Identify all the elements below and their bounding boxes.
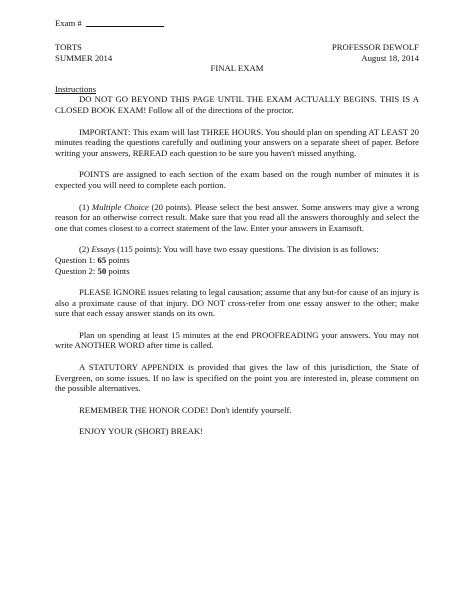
page-content <box>55 18 419 437</box>
honor-code-paragraph: REMEMBER THE HONOR CODE! Don't identify yourself. <box>79 404 292 415</box>
professor-name: PROFESSOR DEWOLF <box>331 42 419 52</box>
question-1-suffix: points <box>106 254 130 265</box>
multiple-choice-paragraph <box>55 202 419 234</box>
mc-prefix: (1) <box>79 201 92 212</box>
question-2-line <box>55 266 419 277</box>
exam-number-blank <box>86 18 164 27</box>
question-2-label: Question 2: <box>55 265 98 276</box>
appendix-paragraph: A STATUTORY APPENDIX is provided that gives the law of this jurisdiction, the State of Evergreen, on some issues. If no law is specified on the point you are interested in, please comment on the possible alternatives. <box>55 362 419 394</box>
mc-label: Multiple Choice <box>91 201 149 212</box>
exam-term: SUMMER 2014 <box>55 52 113 63</box>
question-1-label: Question 1: <box>55 254 98 265</box>
question-2-points: 50 <box>97 265 107 276</box>
points-paragraph: POINTS are assigned to each section of the exam based on the rough number of minutes it is expected you will need to complete each portion. <box>55 169 419 190</box>
exam-number-line <box>55 18 419 29</box>
exam-date: August 18, 2014 <box>361 52 419 63</box>
page-title: FINAL EXAM <box>210 63 264 74</box>
instructions-heading: Instructions <box>55 83 97 94</box>
no-go-beyond-paragraph: DO NOT GO BEYOND THIS PAGE UNTIL THE EXAM ACTUALLY BEGINS. THIS IS A CLOSED BOOK EXAM! Follow all of the directions of the proctor. <box>55 94 419 115</box>
question-1-points: 65 <box>97 254 107 265</box>
course-name: TORTS <box>55 42 82 52</box>
important-paragraph: IMPORTANT: This exam will last THREE HOURS. You should plan on spending AT LEAST 20 minutes reading the questions carefully and outlining your answers on a separate sheet of paper. Before writing your answers, REREAD each question to be sure you haven't missed anything. <box>55 126 419 158</box>
question-1-line <box>55 255 419 266</box>
essay-prefix: (2) <box>79 244 92 255</box>
question-2-suffix: points <box>106 265 130 276</box>
essay-body: (115 points): You will have two essay questions. The division is as follows: <box>114 244 379 255</box>
essay-label: Essays <box>91 244 115 255</box>
mc-body: (20 points). Please select the best answer. Some answers may give a wrong reason for an otherwise correct result. Make sure that you read all the answers thoroughly and select the one that comes closest to a correct statement of the law. Enter your answers in Examsoft. <box>55 201 419 233</box>
essay-paragraph <box>55 244 419 255</box>
proofreading-paragraph: Plan on spending at least 15 minutes at the end PROOFREADING your answers. You may not write ANOTHER WORD after time is called. <box>55 329 419 351</box>
header-row-2 <box>55 53 419 64</box>
ignore-paragraph: PLEASE IGNORE issues relating to legal causation; assume that any but-for cause of an injury is also a proximate cause of that injury. DO NOT cross-refer from one essay answer to the other; make sure that each essay answer stands on its own. <box>55 287 419 319</box>
exam-number-label: Exam # <box>55 18 82 28</box>
break-paragraph: ENJOY YOUR (SHORT) BREAK! <box>79 426 204 437</box>
header-row-1 <box>55 42 419 53</box>
